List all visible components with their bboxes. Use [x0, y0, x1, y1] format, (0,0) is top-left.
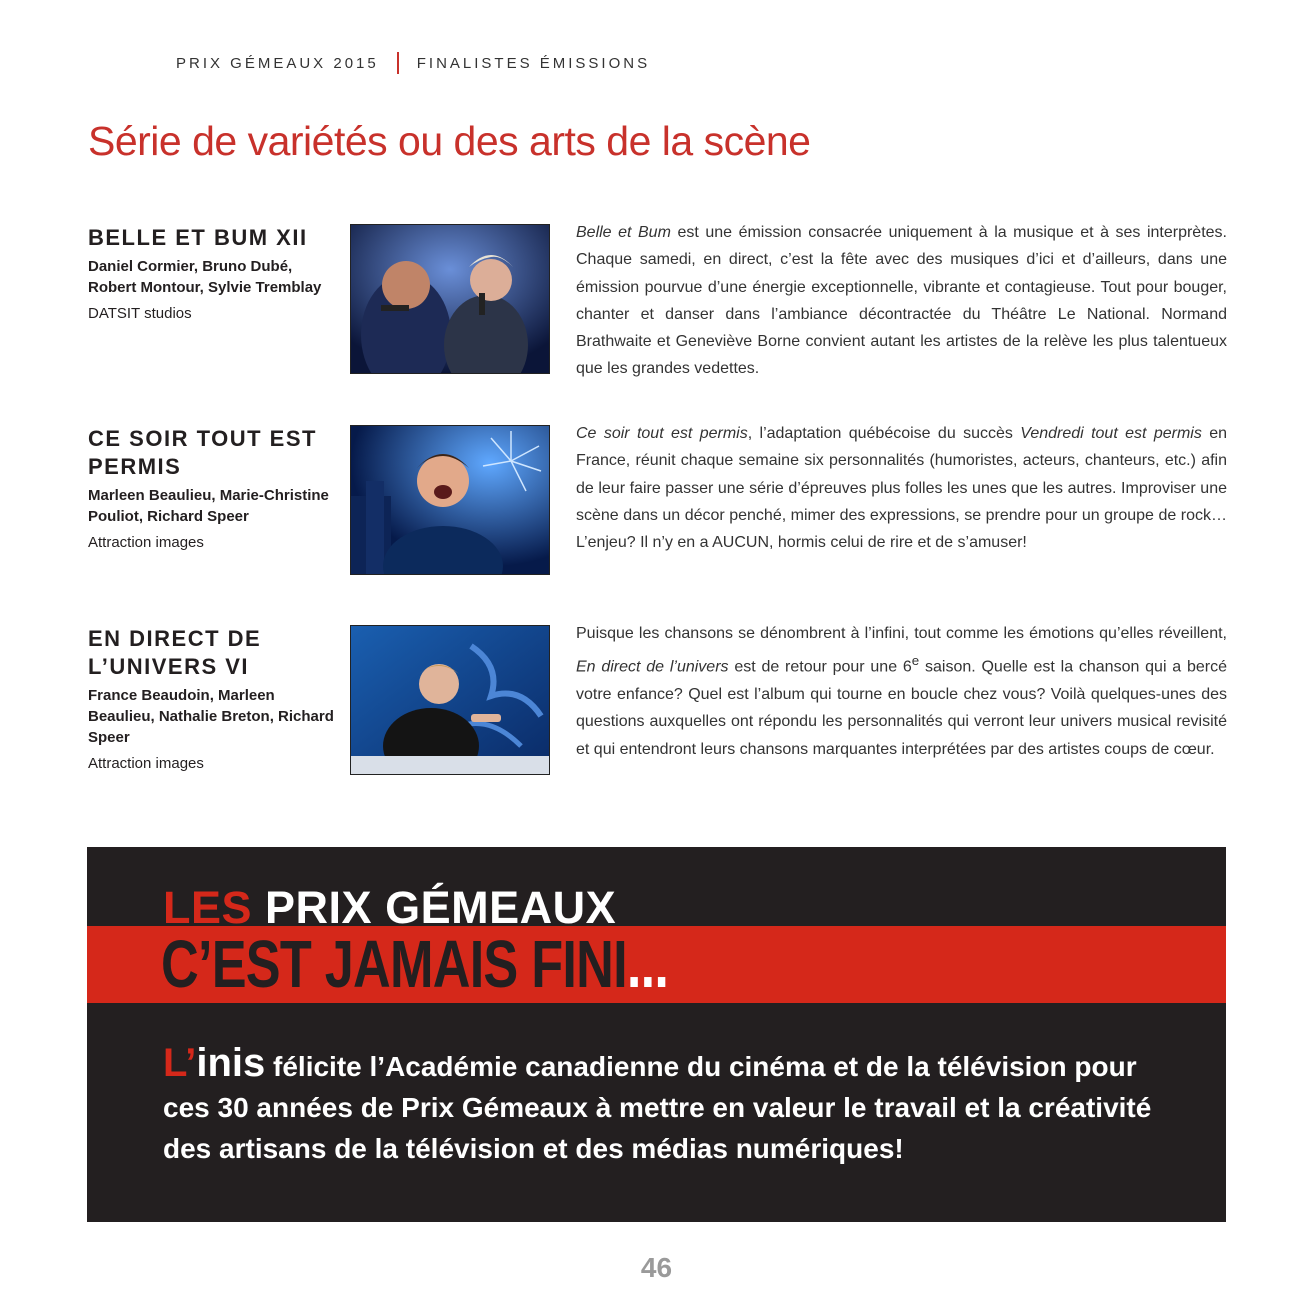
show-title: CE SOIR TOUT EST PERMIS	[88, 426, 317, 479]
show-title: EN DIRECT DE L’UNIVERS VI	[88, 626, 262, 679]
show-studio: DATSIT studios	[88, 305, 192, 322]
header-left: PRIX GÉMEAUX 2015	[176, 54, 379, 72]
finalist-entry	[88, 625, 1228, 785]
show-studio: Attraction images	[88, 534, 204, 551]
finalist-entry	[88, 425, 1228, 585]
show-credits: Daniel Cormier, Bruno Dubé, Robert Montour, Sylvie Tremblay	[88, 258, 322, 296]
section-title: Série de variétés ou des arts de la scène	[88, 118, 811, 164]
show-description: Ce soir tout est permis, l’adaptation québécoise du succès Vendredi tout est permis en France, réunit chaque semaine six personnalités (humoristes, acteurs, chanteurs, etc.) afin de leur faire passer une série d’épreuves plus folles les unes que les autres. Improviser une scène dans un décor penché, mimer des expressions, se prendre pour un groupe de rock… L’enjeu? Il n’y en a AUCUN, hormis celui de rire et de s’amuser!	[576, 425, 1228, 552]
show-credits: Marleen Beaulieu, Marie-Christine Pouliot, Richard Speer	[88, 487, 329, 525]
ad-message: L’inis félicite l’Académie canadienne du cinéma et de la télévision pour ces 30 années de Prix Gémeaux à mettre en valeur le travail et la créativité des artisans de la télévision et des médias numériques!	[163, 1041, 1152, 1164]
finalist-entry	[88, 224, 1228, 384]
show-photo	[350, 425, 550, 575]
show-description: Belle et Bum est une émission consacrée uniquement à la musique et à ses interprètes. Chaque samedi, en direct, c’est la fête avec des musiques d’ici et d’ailleurs, dans une émission pourvue d’une énergie exceptionnelle, vibrante et contagieuse. Tout pour bouger, chanter et danser dans l’ambiance décontractée du Théâtre Le National. Normand Brathwaite et Geneviève Borne convient autant les artistes de la relève les plus talentueux que les grandes vedettes.	[576, 224, 1227, 378]
header-separator	[397, 52, 399, 74]
entry-info	[88, 224, 343, 324]
entry-info	[88, 625, 343, 774]
inis-advertisement	[87, 847, 1226, 1222]
running-header	[176, 52, 650, 74]
page-number: 46	[640, 1252, 673, 1283]
ad-headline: LES PRIX GÉMEAUX	[163, 882, 617, 933]
show-credits: France Beaudoin, Marleen Beaulieu, Nathalie Breton, Richard Speer	[88, 687, 334, 746]
ad-tagline: C’EST JAMAIS FINI...	[161, 927, 669, 1002]
show-studio: Attraction images	[88, 755, 204, 772]
header-right: FINALISTES ÉMISSIONS	[416, 54, 651, 72]
entry-info	[88, 425, 343, 553]
show-title: BELLE ET BUM XII	[88, 225, 308, 250]
show-photo	[350, 625, 550, 775]
show-photo	[350, 224, 550, 374]
inis-logo: L’inis	[163, 1041, 266, 1085]
show-description: Puisque les chansons se dénombrent à l’infini, tout comme les émotions qu’elles réveillent, En direct de l’univers est de retour pour une 6e saison. Quelle est la chanson qui a bercé votre enfance? Quel est l’album qui tourne en boucle chez vous? Voilà quelques-unes des questions auxquelles ont répondu les personnalités qui verront leur univers musical revisité et qui entendront leurs chansons marquantes interprétées par des artistes coups de cœur.	[576, 625, 1227, 758]
